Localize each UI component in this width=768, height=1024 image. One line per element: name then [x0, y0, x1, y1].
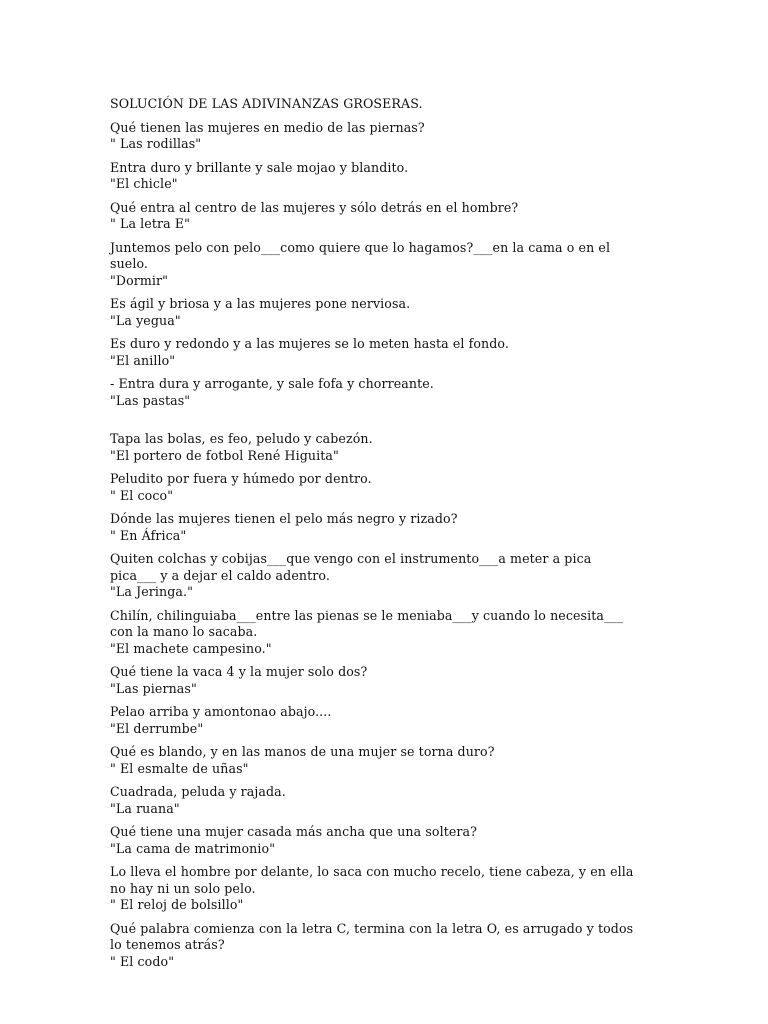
riddle-item	[110, 784, 640, 817]
riddle-question: Juntemos pelo con pelo___como quiere que lo hagamos?___en la cama o en el suelo.	[110, 239, 611, 271]
riddle-answer: "Las pastas"	[110, 392, 191, 408]
riddle-item	[110, 240, 640, 290]
riddle-answer: "La cama de matrimonio"	[110, 840, 276, 856]
riddle-item	[110, 744, 640, 777]
riddle-item	[110, 608, 640, 658]
riddle-question: Lo lleva el hombre por delante, lo saca con mucho recelo, tiene cabeza, y en ella no hay ni un solo pelo.	[110, 864, 634, 896]
riddle-item	[110, 704, 640, 737]
riddle-question: Tapa las bolas, es feo, peludo y cabezón.	[110, 431, 373, 446]
riddle-answer: " Las rodillas"	[110, 136, 202, 151]
riddle-answer: "El machete campesino."	[110, 640, 272, 656]
riddle-item	[110, 200, 640, 233]
riddle-question: Pelao arriba y amontonao abajo....	[110, 704, 332, 719]
riddle-answer: "La yegua"	[110, 312, 181, 328]
riddle-item	[110, 336, 640, 369]
riddle-answer: " El codo"	[110, 953, 175, 969]
riddle-item	[110, 824, 640, 857]
riddle-question: - Entra dura y arrogante, y sale fofa y chorreante.	[110, 376, 434, 391]
riddle-question: Qué tienen las mujeres en medio de las piernas?	[110, 119, 425, 135]
riddle-question: Es duro y redondo y a las mujeres se lo meten hasta el fondo.	[110, 336, 509, 351]
riddle-answer: " En África"	[110, 527, 187, 543]
riddle-question: Quiten colchas y cobijas___que vengo con el instrumento___a meter a pica pica___ y a dejar el caldo adentro.	[110, 551, 592, 583]
riddle-question: Qué tiene la vaca 4 y la mujer solo dos?	[110, 664, 368, 679]
riddle-question: Qué es blando, y en las manos de una mujer se torna duro?	[110, 744, 495, 759]
document-title: SOLUCIÓN DE LAS ADIVINANZAS GROSERAS.	[110, 96, 423, 111]
riddle-item	[110, 160, 640, 193]
riddle-item	[110, 120, 640, 153]
riddle-answer: "El anillo"	[110, 352, 176, 368]
riddle-answer: " El reloj de bolsillo"	[110, 897, 244, 912]
riddle-item	[110, 471, 640, 504]
riddle-item	[110, 664, 640, 697]
riddle-item	[110, 296, 640, 329]
document-body	[110, 96, 640, 977]
riddle-item	[110, 431, 640, 464]
riddle-answer: "La ruana"	[110, 800, 180, 816]
riddle-item	[110, 511, 640, 544]
riddle-question: Peludito por fuera y húmedo por dentro.	[110, 471, 372, 486]
riddle-question: Chilín, chilinguiaba___entre las pienas se le meniaba___y cuando lo necesita___ con la mano lo sacaba.	[110, 607, 624, 639]
riddle-question: Cuadrada, peluda y rajada.	[110, 784, 286, 799]
riddle-question: Dónde las mujeres tienen el pelo más negro y rizado?	[110, 511, 458, 526]
riddle-question: Qué entra al centro de las mujeres y sólo detrás en el hombre?	[110, 199, 519, 215]
riddle-question: Entra duro y brillante y sale mojao y blandito.	[110, 159, 409, 175]
riddle-answer: " El esmalte de uñas"	[110, 760, 249, 776]
riddle-item	[110, 921, 640, 971]
riddle-question: Es ágil y briosa y a las mujeres pone nerviosa.	[110, 296, 411, 311]
riddle-answer: "La Jeringa."	[110, 584, 193, 599]
riddle-answer: "El chicle"	[110, 176, 178, 191]
riddle-question: Qué palabra comienza con la letra C, termina con la letra O, es arrugado y todos lo tenemos atrás?	[110, 920, 634, 952]
riddle-answer: "El portero de fotbol René Higuita"	[110, 447, 339, 463]
riddle-item	[110, 551, 640, 601]
riddle-answer: "Las piernas"	[110, 680, 197, 696]
riddle-answer: " La letra E"	[110, 216, 191, 231]
riddle-item	[110, 864, 640, 914]
riddle-item	[110, 376, 640, 409]
riddle-answer: " El coco"	[110, 487, 174, 503]
riddle-answer: "Dormir"	[110, 272, 169, 288]
riddle-question: Qué tiene una mujer casada más ancha que una soltera?	[110, 824, 478, 839]
riddle-answer: "El derrumbe"	[110, 720, 204, 736]
